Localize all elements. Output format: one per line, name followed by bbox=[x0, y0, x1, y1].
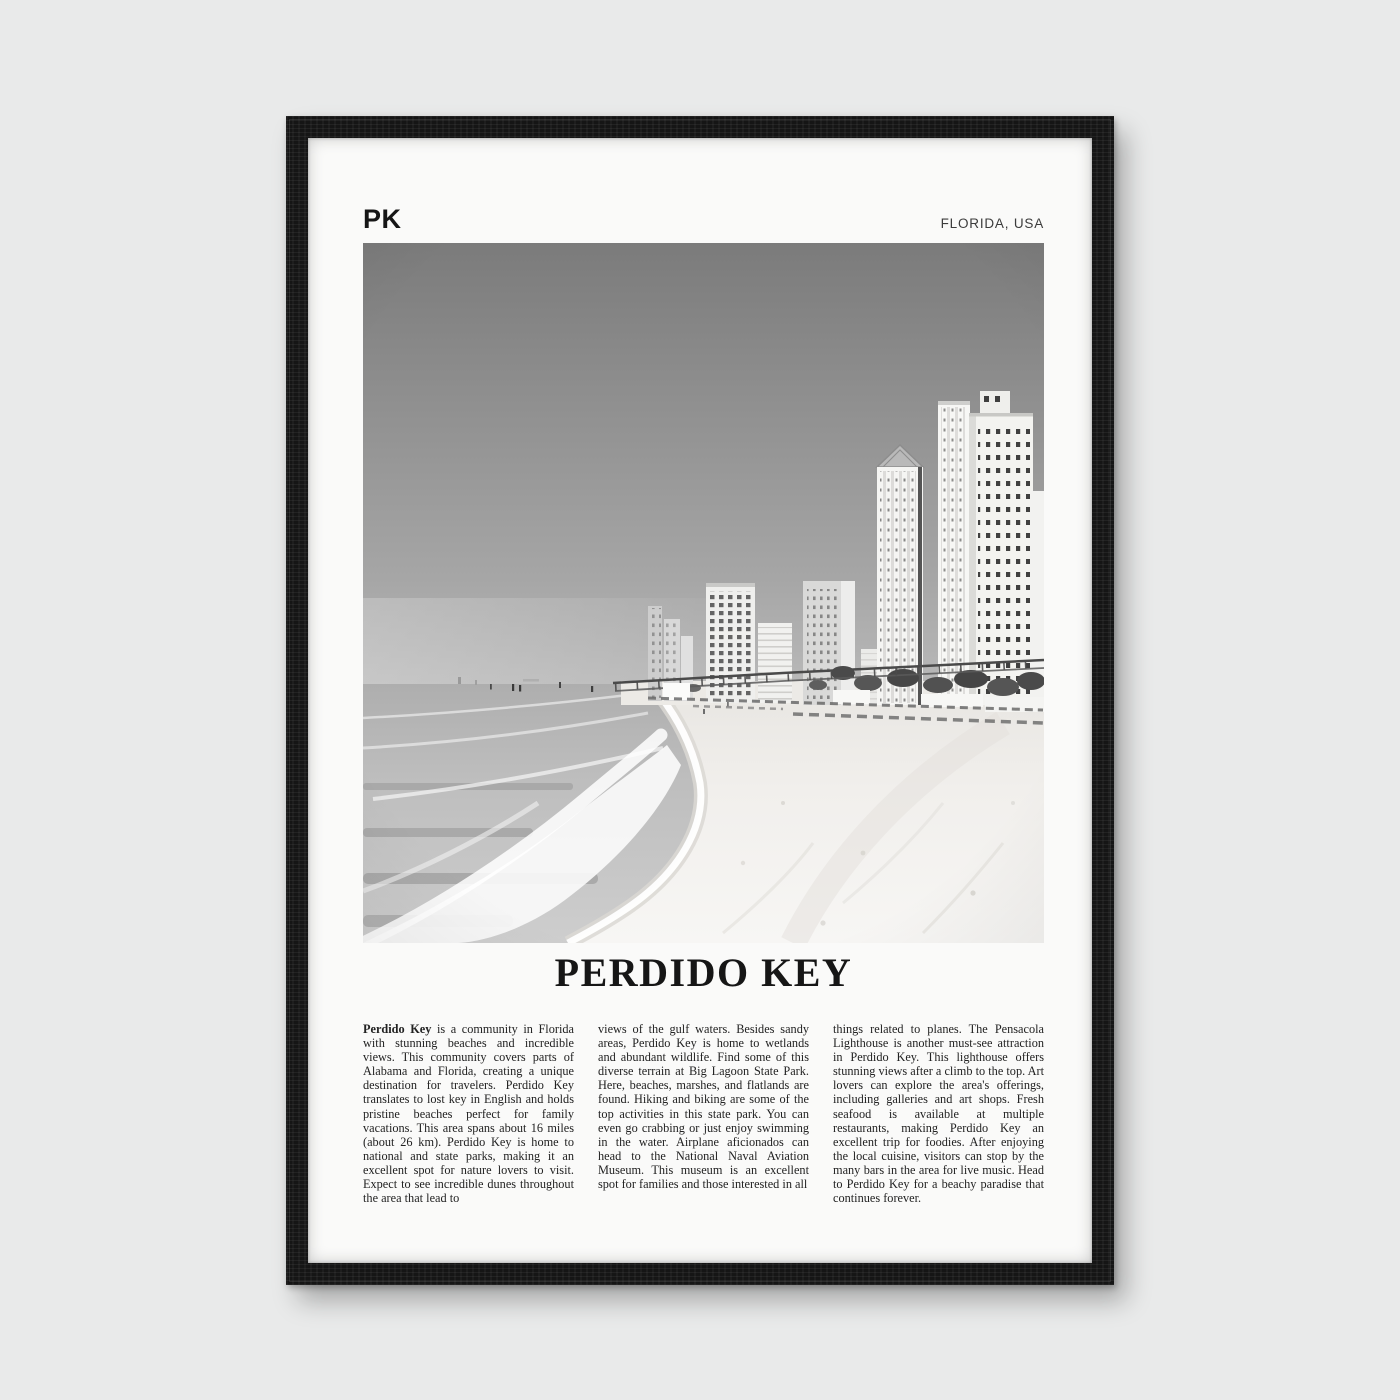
poster-monogram: PK bbox=[363, 204, 402, 234]
body-column-1 bbox=[363, 1022, 574, 1205]
beach-photo bbox=[363, 243, 1044, 943]
beach-photo-illustration bbox=[363, 243, 1044, 943]
poster-header bbox=[363, 204, 1044, 235]
body-column-1-text: is a community in Florida with stunning beaches and incredible views. This community covers parts of Alabama and Florida, creating a unique destination for travelers. Perdido Key translates to lost key in English and holds pristine beaches perfect for family vacations. This area spans about 16 miles (about 26 km). Perdido Key is home to national and state parks, making it an excellent spot for nature lovers to visit. Expect to see incredible dunes throughout the area that lead to bbox=[363, 1022, 574, 1206]
poster-title: PERDIDO KEY bbox=[554, 950, 853, 995]
photo-vignette bbox=[363, 243, 1044, 943]
poster bbox=[308, 138, 1092, 1263]
body-column-3: things related to planes. The Pensacola Lighthouse is another must-see attraction in Perdido Key. This lighthouse offers stunning views after a climb to the top. Art lovers can explore the area's offerings, including galleries and art shops. Fresh seafood is available at multiple restaurants, making Perdido Key an excellent trip for foodies. After enjoying the local cuisine, visitors can stop by the many bars in the area for live music. Head to Perdido Key for a beachy paradise that continues forever. bbox=[833, 1022, 1044, 1206]
body-text bbox=[363, 1022, 1044, 1205]
location-label: FLORIDA, USA bbox=[940, 216, 1044, 231]
picture-frame bbox=[286, 116, 1114, 1285]
body-column-2: views of the gulf waters. Besides sandy areas, Perdido Key is home to wetlands and abundant wildlife. Find some of this diverse terrain at Big Lagoon State Park. Here, beaches, marshes, and flatlands are found. Hiking and biking are some of the top activities in this state park. You can even go crabbing or just enjoy swimming in the water. Airplane aficionados can head to the National Naval Aviation Museum. This museum is an excellent spot for families and those interested in all bbox=[598, 1022, 809, 1192]
lead-phrase: Perdido Key bbox=[363, 1022, 432, 1036]
